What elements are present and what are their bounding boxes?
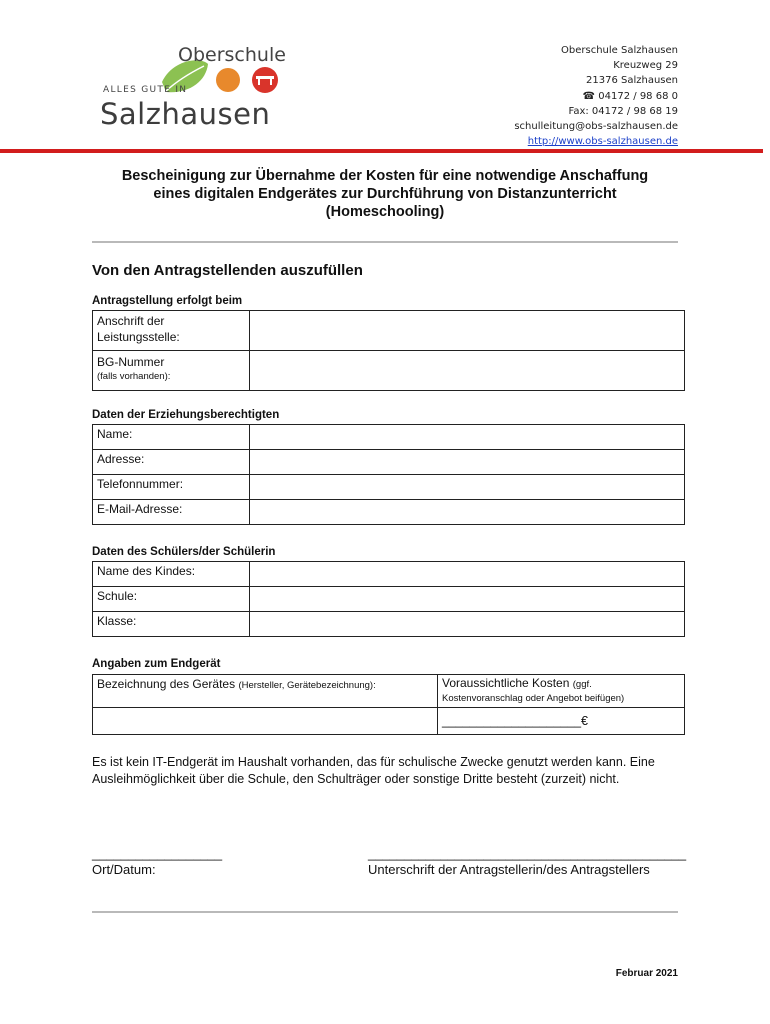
schueler-label-klasse: Klasse: bbox=[93, 612, 250, 637]
footer-date: Februar 2021 bbox=[615, 968, 678, 979]
school-phone: 04172 / 98 68 0 bbox=[598, 90, 678, 102]
geraet-label-bezeichnung bbox=[93, 675, 438, 708]
label-line: Anschrift der bbox=[97, 314, 165, 328]
label-note: (Hersteller, Gerätebezeichnung): bbox=[238, 680, 376, 691]
erzieher-name-field[interactable] bbox=[250, 425, 685, 450]
schueler-table bbox=[92, 561, 685, 637]
schueler-schule-field[interactable] bbox=[250, 587, 685, 612]
erzieher-table bbox=[92, 424, 685, 525]
statement-text: Es ist kein IT-Endgerät im Haushalt vorhanden, das für schulische Zwecke genutzt werden kann. Eine Ausleihmöglichkeit über die Schule, den Schulträger oder sonstige Dritte besteht (zurzeit) nicht. bbox=[92, 755, 655, 786]
red-circle-icon bbox=[252, 67, 278, 93]
school-address bbox=[514, 43, 678, 149]
bg-nummer-field[interactable] bbox=[250, 351, 685, 391]
logo-salzhausen: Salzhausen bbox=[100, 97, 271, 131]
leistungsstelle-field[interactable] bbox=[250, 311, 685, 351]
antrag-table bbox=[92, 310, 685, 391]
school-fax: Fax: 04172 / 98 68 19 bbox=[568, 105, 678, 117]
label-line: BG-Nummer bbox=[97, 355, 165, 369]
label-note: (ggf. bbox=[572, 679, 592, 690]
label-note: Kostenvoranschlag oder Angebot beifügen) bbox=[442, 693, 625, 704]
ort-datum-line[interactable]: __________________ bbox=[92, 846, 223, 861]
school-phone-line bbox=[514, 89, 678, 104]
school-city: 21376 Salzhausen bbox=[586, 75, 678, 87]
school-name: Oberschule Salzhausen bbox=[561, 45, 678, 56]
label-text: Voraussichtliche Kosten bbox=[442, 676, 570, 690]
label-text: Bezeichnung des Gerätes bbox=[97, 677, 236, 691]
erzieher-label-telefon: Telefonnummer: bbox=[93, 475, 250, 500]
ort-datum-label: Ort/Datum: bbox=[92, 862, 156, 877]
schueler-name-field[interactable] bbox=[250, 562, 685, 587]
erzieher-email-field[interactable] bbox=[250, 500, 685, 525]
geraet-kosten-field[interactable] bbox=[438, 708, 685, 735]
header-divider bbox=[0, 149, 763, 153]
divider-bottom bbox=[92, 911, 678, 913]
section-heading: Von den Antragstellenden auszufüllen bbox=[92, 262, 363, 279]
schueler-label-name: Name des Kindes: bbox=[93, 562, 250, 587]
schueler-klasse-field[interactable] bbox=[250, 612, 685, 637]
title-line-3: (Homeschooling) bbox=[325, 204, 445, 220]
erzieher-heading: Daten der Erziehungsberechtigten bbox=[92, 409, 280, 421]
phone-icon: ☎ bbox=[582, 90, 599, 102]
geraet-heading: Angaben zum Endgerät bbox=[92, 658, 221, 670]
label-note: (falls vorhanden): bbox=[97, 371, 171, 382]
logo-oberschule: Oberschule bbox=[178, 44, 286, 66]
antrag-heading: Antragstellung erfolgt beim bbox=[92, 295, 243, 307]
erzieher-telefon-field[interactable] bbox=[250, 475, 685, 500]
title-line-1: Bescheinigung zur Übernahme der Kosten für eine notwendige Anschaffung bbox=[121, 168, 649, 184]
erzieher-label-email: E-Mail-Adresse: bbox=[93, 500, 250, 525]
schueler-heading: Daten des Schülers/der Schülerin bbox=[92, 546, 276, 558]
document-title bbox=[92, 167, 678, 221]
label-line: Leistungsstelle: bbox=[97, 330, 180, 344]
geraet-label-kosten bbox=[438, 675, 685, 708]
signature-line[interactable]: ____________________________________________ bbox=[368, 846, 687, 861]
orange-circle-icon bbox=[216, 68, 240, 92]
divider-top bbox=[92, 241, 678, 243]
erzieher-label-name: Name: bbox=[93, 425, 250, 450]
erzieher-label-adresse: Adresse: bbox=[93, 450, 250, 475]
antrag-label-leistungsstelle bbox=[93, 311, 250, 351]
logo-tagline: ALLES GUTE IN bbox=[103, 85, 188, 95]
geraet-table bbox=[92, 674, 685, 735]
school-street: Kreuzweg 29 bbox=[613, 60, 678, 72]
title-line-2: eines digitalen Endgerätes zur Durchführung von Distanzunterricht bbox=[153, 186, 617, 202]
cost-blank: ____________________€ bbox=[442, 714, 588, 728]
geraet-bezeichnung-field[interactable] bbox=[93, 708, 438, 735]
schueler-label-schule: Schule: bbox=[93, 587, 250, 612]
signature-label: Unterschrift der Antragstellerin/des Antragstellers bbox=[368, 862, 650, 877]
school-website-link[interactable]: http://www.obs-salzhausen.de bbox=[527, 136, 678, 148]
erzieher-adresse-field[interactable] bbox=[250, 450, 685, 475]
school-email[interactable]: schulleitung@obs-salzhausen.de bbox=[514, 121, 678, 133]
antrag-label-bg-nummer bbox=[93, 351, 250, 391]
